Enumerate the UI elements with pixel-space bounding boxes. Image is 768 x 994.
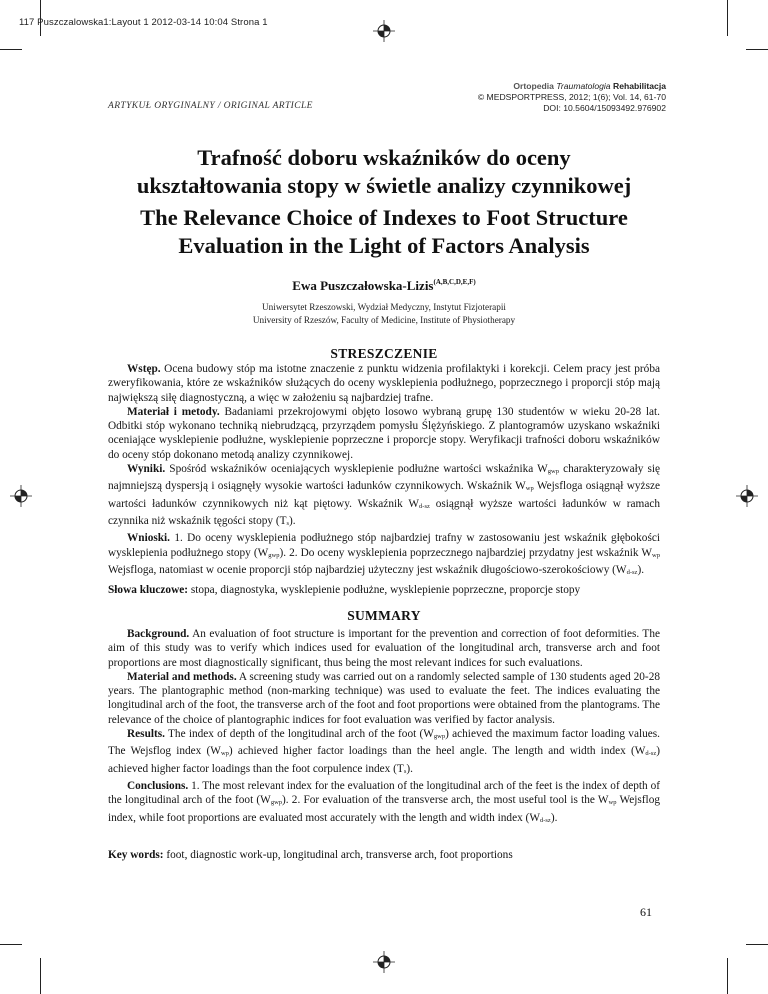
text-wyniki-b: charakteryzowały się najmniejszą dyspersją i osiągnęły wysokie wartości ładunków czynnikowych. Wskaźnik W	[108, 463, 661, 493]
paragraph-wyniki	[108, 462, 660, 531]
sub-gwp: gwp	[547, 468, 559, 476]
journal-doi: DOI: 10.5604/15093492.976902	[543, 103, 666, 113]
registration-mark-bottom-icon	[373, 951, 395, 973]
sub-dsz: d-sz	[626, 568, 638, 576]
sub-gwp: gwp	[268, 551, 280, 559]
text-conclusions-a: 1. The most relevant index for the evaluation of the longitudinal arch of the feet is the index of depth of the longitudinal arch of the foot (W	[108, 779, 660, 807]
crop-mark-top-right-h	[746, 49, 768, 50]
label-conclusions: Conclusions.	[127, 779, 189, 792]
author-name: Ewa Puszczałowska-Lizis	[292, 278, 434, 293]
paragraph-material	[108, 405, 660, 462]
journal-info	[478, 81, 666, 114]
journal-citation: © MEDSPORTPRESS, 2012; 1(6); Vol. 14, 61-70	[477, 92, 666, 102]
text-wyniki-c: Wejsfloga osiągnął wyższe wartości ładunków czynnikowych niż kąt piętowy. Wskaźnik W	[108, 480, 660, 510]
summary-body	[108, 627, 660, 828]
key-words	[108, 849, 668, 861]
sub-gwp: gwp	[433, 733, 446, 741]
affiliation-polish: Uniwersytet Rzeszowski, Wydział Medyczny, Instytut Fizjoterapii	[262, 302, 506, 312]
text-material: Badaniami przekrojowymi objęto losowo wybraną grupę 130 studentów w wieku 20-28 lat. Odbitki stóp wykonano techniką niebrudzącą, przyrządem pomysłu Ślężyńskiego. Z plantogramów uzyskano wskaźniki oceniające wysklepienie podłużne, wysklepienie poprzeczne i proporcje stopy. Weryfikacji trafności doboru wskaźników do oceny stóp dokonano metodą analizy czynnikowej.	[108, 405, 661, 461]
paragraph-material-methods	[108, 670, 660, 727]
sub-dsz: d-sz	[539, 816, 551, 824]
sub-wp: wp	[652, 551, 660, 559]
text-results-a: The index of depth of the longitudinal arch of the foot (W	[164, 728, 434, 741]
streszczenie-body	[108, 362, 660, 580]
crop-mark-bottom-left-v	[40, 958, 41, 994]
label-material: Materiał i metody.	[127, 405, 220, 418]
summary-heading: SUMMARY	[347, 608, 421, 623]
text-results-e: ).	[406, 762, 413, 775]
title-english	[0, 204, 768, 260]
article-type: ARTYKUŁ ORYGINALNY / ORIGINAL ARTICLE	[108, 101, 313, 111]
text-results-c: ) achieved higher factor loadings than the heel angle. The length and width index (W	[228, 745, 646, 758]
sub-dsz: d-sz	[419, 502, 430, 510]
paragraph-results	[108, 727, 660, 779]
title-polish-line2: ukształtowania stopy w świetle analizy czynnikowej	[136, 173, 632, 198]
paragraph-conclusions	[108, 779, 660, 828]
title-english-line1: The Relevance Choice of Indexes to Foot Structure	[140, 205, 628, 230]
text-slowa: stopa, diagnostyka, wysklepienie podłużne, wysklepienie poprzeczne, proporcje stopy	[188, 584, 581, 596]
crop-mark-bottom-right-h	[746, 944, 768, 945]
text-wnioski-d: ).	[637, 563, 645, 576]
text-wyniki-d: osiągnął wyższe wartości ładunków w ramach czynnika niż wskaźnik tęgości stopy (T	[108, 497, 661, 527]
text-background: An evaluation of foot structure is important for the prevention and correction of foot deformities. The aim of this study was to verify which indices used for evaluation of the longitudinal arch, transverse arch and foot proportions are most diagnostically significant, thus being the most relevant indices for such evaluations.	[108, 628, 660, 669]
label-results: Results.	[127, 728, 165, 741]
registration-mark-left-icon	[10, 485, 32, 507]
text-wnioski-a: 1. Do oceny wysklepienia podłużnego stóp najbardziej trafny w zastosowaniu jest wskaźnik głębokości wysklepienia podłużnego stopy (W	[108, 532, 660, 559]
author	[0, 278, 768, 294]
sub-gwp: gwp	[270, 799, 283, 807]
author-contribution: (A,B,C,D,E,F)	[433, 278, 476, 286]
sub-wp: wp	[220, 750, 229, 758]
text-wyniki-e: ).	[289, 514, 296, 527]
paragraph-background	[108, 627, 660, 670]
registration-mark-top-icon	[373, 20, 395, 42]
label-key-words: Key words:	[108, 849, 164, 861]
sub-wp: wp	[608, 799, 617, 807]
print-header: 117 Puszczalowska1:Layout 1 2012-03-14 10:04 Strona 1	[19, 17, 268, 28]
text-conclusions-c: Wejsflog index, while foot proportions are evaluated most accurately with the length and width index (W	[108, 794, 660, 824]
title-polish	[0, 144, 768, 200]
sub-wp: wp	[525, 485, 534, 493]
label-material-methods: Material and methods.	[127, 670, 237, 683]
page-number: 61	[640, 905, 652, 919]
text-wnioski-c: Wejsfloga, natomiast w ocenie proporcji stóp najbardziej użyteczny jest wskaźnik długościowo-szerokościowy (W	[108, 563, 627, 576]
text-conclusions-b: ). 2. For evaluation of the transverse arch, the most useful tool is the W	[282, 794, 609, 807]
journal-name-part3: Rehabilitacja	[612, 81, 666, 91]
label-wstep: Wstęp.	[127, 363, 161, 375]
label-wyniki: Wyniki.	[127, 463, 166, 476]
registration-mark-right-icon	[736, 485, 758, 507]
sub-dsz: d-sz	[645, 750, 657, 758]
journal-name-part1: Ortopedia	[513, 81, 554, 91]
text-conclusions-d: ).	[550, 811, 558, 824]
text-key-words: foot, diagnostic work-up, longitudinal arch, transverse arch, foot proportions	[163, 849, 513, 861]
journal-name-part2: Traumatologia	[556, 81, 611, 91]
journal-name	[478, 81, 666, 92]
text-material-methods: A screening study was carried out on a randomly selected sample of 130 students aged 20-28 years. The plantographic method (non-marking technique) was used to evaluate the feet. The indices evaluating the longitudinal arch of the foot, the transverse arch of the foot and foot proportions were obtained from the plantograms. The relevance of the choice of plantographic indices for foot evaluation was verified by factor analysis.	[108, 670, 660, 726]
text-wnioski-b: ). 2. Do oceny wysklepienia poprzecznego najbardziej przydatny jest wskaźnik W	[279, 546, 653, 559]
slowa-kluczowe	[108, 584, 668, 596]
streszczenie-heading: STRESZCZENIE	[330, 346, 438, 361]
sub-s: s	[286, 519, 290, 527]
label-wnioski: Wnioski.	[127, 532, 171, 545]
text-wstep: Ocena budowy stóp ma istotne znaczenie z punktu widzenia profilaktyki i korekcji. Celem pracy jest próba zweryfikowania, które ze wskaźników służących do oceny wysklepienia podłużnego, poprzecznego i proporcji stóp mają największą siłę diagnostyczną, a więc w założeniu są najbardziej trafne.	[108, 363, 660, 404]
text-wyniki-a: Spośród wskaźników oceniających wysklepienie podłużne wartości wskaźnika W	[165, 463, 548, 476]
label-background: Background.	[127, 628, 190, 640]
crop-mark-bottom-left-h	[0, 944, 22, 945]
paragraph-wstep	[108, 362, 660, 405]
crop-mark-top-right-v	[727, 0, 728, 36]
crop-mark-top-left-h	[0, 49, 22, 50]
sub-s: s	[403, 767, 407, 775]
paragraph-wnioski	[108, 531, 660, 580]
title-english-line2: Evaluation in the Light of Factors Analysis	[178, 233, 590, 258]
text-results-d: ) achieved higher factor loadings than the foot corpulence index (T	[108, 745, 660, 775]
title-polish-line1: Trafność doboru wskaźników do oceny	[197, 145, 571, 170]
text-results-b: ) achieved the maximum factor loading values. The Wejsflog index (W	[108, 728, 660, 758]
label-slowa: Słowa kluczowe:	[108, 584, 189, 596]
affiliation-english: University of Rzeszów, Faculty of Medicine, Institute of Physiotherapy	[252, 315, 516, 325]
crop-mark-bottom-right-v	[727, 958, 728, 994]
